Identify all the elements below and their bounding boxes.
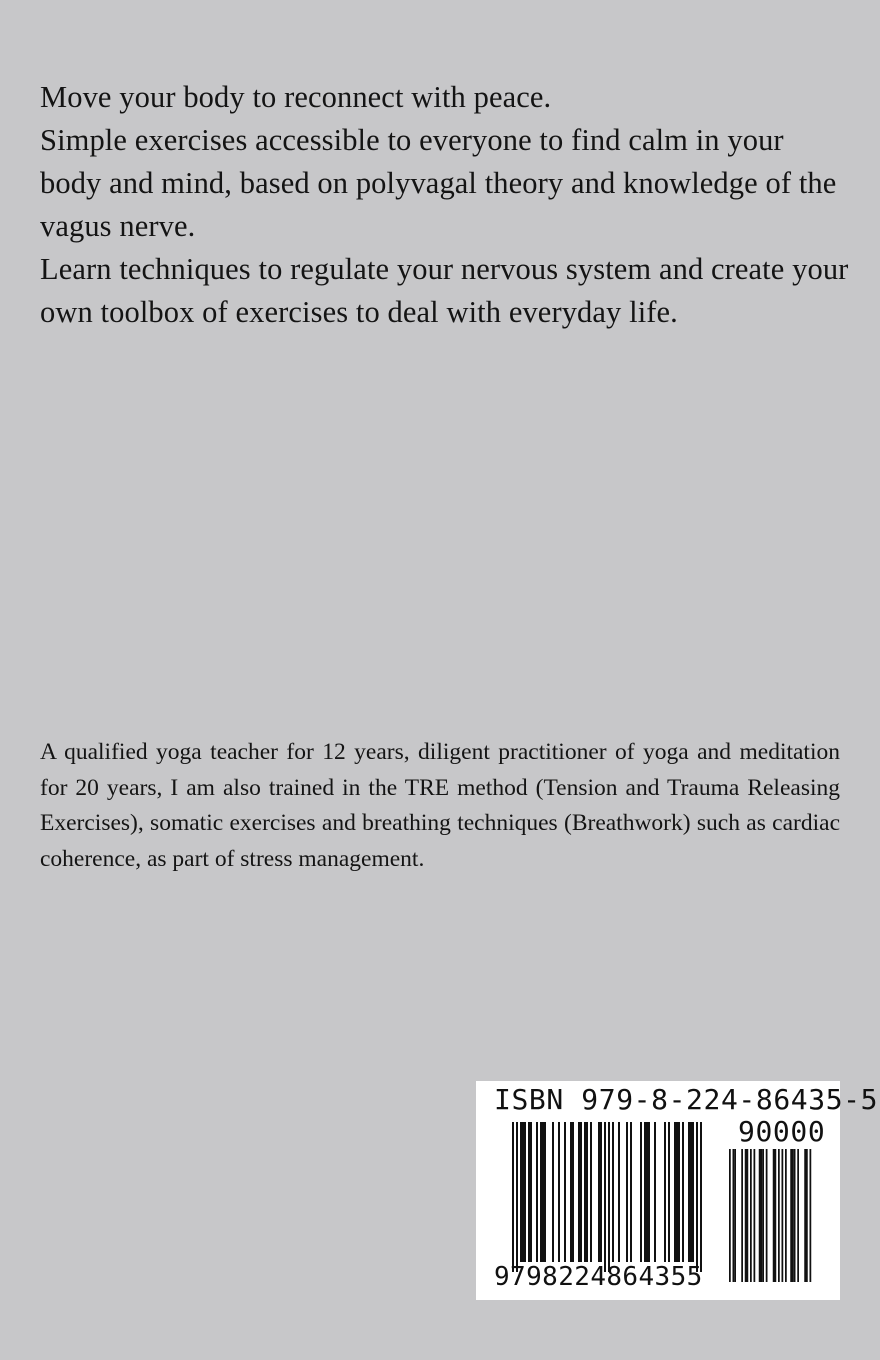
- addon-bar: [766, 1149, 768, 1282]
- cover-blurb: [40, 76, 850, 334]
- isbn-label: ISBN 979-8-224-86435-5: [494, 1083, 879, 1116]
- addon-bar: [806, 1149, 808, 1282]
- ean-digits: 9798224864355: [494, 1262, 703, 1292]
- barcode-bar: [618, 1122, 620, 1262]
- addon-bar: [747, 1149, 749, 1282]
- barcode-bar: [626, 1122, 628, 1262]
- barcode-bar: [678, 1122, 680, 1262]
- barcode-bar: [580, 1122, 582, 1262]
- barcode-bar: [654, 1122, 656, 1262]
- addon-bar: [790, 1149, 792, 1282]
- barcode-bar: [688, 1122, 690, 1262]
- barcode-bar: [648, 1122, 650, 1262]
- barcode-bar: [700, 1122, 702, 1272]
- barcode-bar: [586, 1122, 588, 1262]
- barcode-bar: [522, 1122, 524, 1262]
- barcode-bar: [598, 1122, 600, 1262]
- addon-bar: [782, 1149, 784, 1282]
- barcode-bar: [552, 1122, 554, 1262]
- barcode-bar: [512, 1122, 514, 1272]
- addon-bar: [745, 1149, 747, 1282]
- barcode-bar: [564, 1122, 566, 1262]
- addon-bar: [754, 1149, 756, 1282]
- addon-bar: [729, 1149, 731, 1282]
- barcode-bar: [544, 1122, 546, 1262]
- addon-bar: [762, 1149, 764, 1282]
- barcode-bar: [584, 1122, 586, 1262]
- addon-bar: [733, 1149, 735, 1282]
- addon-bar: [761, 1149, 763, 1282]
- barcode-bar: [600, 1122, 602, 1262]
- barcode-bar: [696, 1122, 698, 1272]
- addon-bar: [804, 1149, 806, 1282]
- barcode-bar: [516, 1122, 518, 1272]
- barcode-bar: [668, 1122, 670, 1262]
- author-bio: A qualified yoga teacher for 12 years, diligent practitioner of yoga and meditation for 20 years, I am also trained in the TRE method (Tension and Trauma Releasing Exercises), somatic exercises and breathing techniques (Breathwork) such as cardiac coherence, as part of stress management.: [40, 739, 840, 872]
- blurb-line-peace: Move your body to reconnect with peace.: [40, 80, 552, 114]
- isbn-barcode: [476, 1081, 879, 1300]
- barcode-bar: [604, 1122, 606, 1272]
- addon-bar: [775, 1149, 777, 1282]
- barcode-bar: [682, 1122, 684, 1262]
- barcode-bar: [612, 1122, 614, 1262]
- barcode-bar: [674, 1122, 676, 1262]
- barcode-bar: [630, 1122, 632, 1262]
- addon-bar: [750, 1149, 752, 1282]
- addon-bar: [797, 1149, 799, 1282]
- barcode-bar: [690, 1122, 692, 1262]
- barcode-bar: [558, 1122, 560, 1262]
- blurb-line-techniques: Learn techniques to regulate your nervous system and create your own toolbox of exercises to deal with everyday life.: [40, 252, 849, 329]
- addon-bar: [810, 1149, 812, 1282]
- barcode-bar: [640, 1122, 642, 1262]
- addon-bar: [792, 1149, 794, 1282]
- blurb-line-exercises: Simple exercises accessible to everyone to find calm in your body and mind, based on polyvagal theory and knowledge of the vagus nerve.: [40, 123, 837, 243]
- addon-bar: [794, 1149, 796, 1282]
- price-addon-code: 90000: [738, 1115, 826, 1148]
- barcode-bar: [692, 1122, 694, 1262]
- barcode-bar: [540, 1122, 542, 1262]
- barcode-bar: [542, 1122, 544, 1262]
- barcode-bar: [572, 1122, 574, 1262]
- barcode-bar: [520, 1122, 522, 1262]
- addon-bar: [741, 1149, 743, 1282]
- barcode-bar: [590, 1122, 592, 1262]
- barcode-bar: [644, 1122, 646, 1262]
- addon-bar: [773, 1149, 775, 1282]
- barcode-bar: [570, 1122, 572, 1262]
- addon-bar: [759, 1149, 761, 1282]
- barcode-bar: [664, 1122, 666, 1262]
- barcode-bar: [524, 1122, 526, 1262]
- barcode-bar: [530, 1122, 532, 1262]
- barcode-bar: [676, 1122, 678, 1262]
- barcode-bar: [528, 1122, 530, 1262]
- addon-bar: [778, 1149, 780, 1282]
- barcode-bar: [646, 1122, 648, 1262]
- barcode-bar: [578, 1122, 580, 1262]
- barcode-bar: [536, 1122, 538, 1262]
- addon-bar: [734, 1149, 736, 1282]
- barcode-bar: [608, 1122, 610, 1272]
- addon-bar: [785, 1149, 787, 1282]
